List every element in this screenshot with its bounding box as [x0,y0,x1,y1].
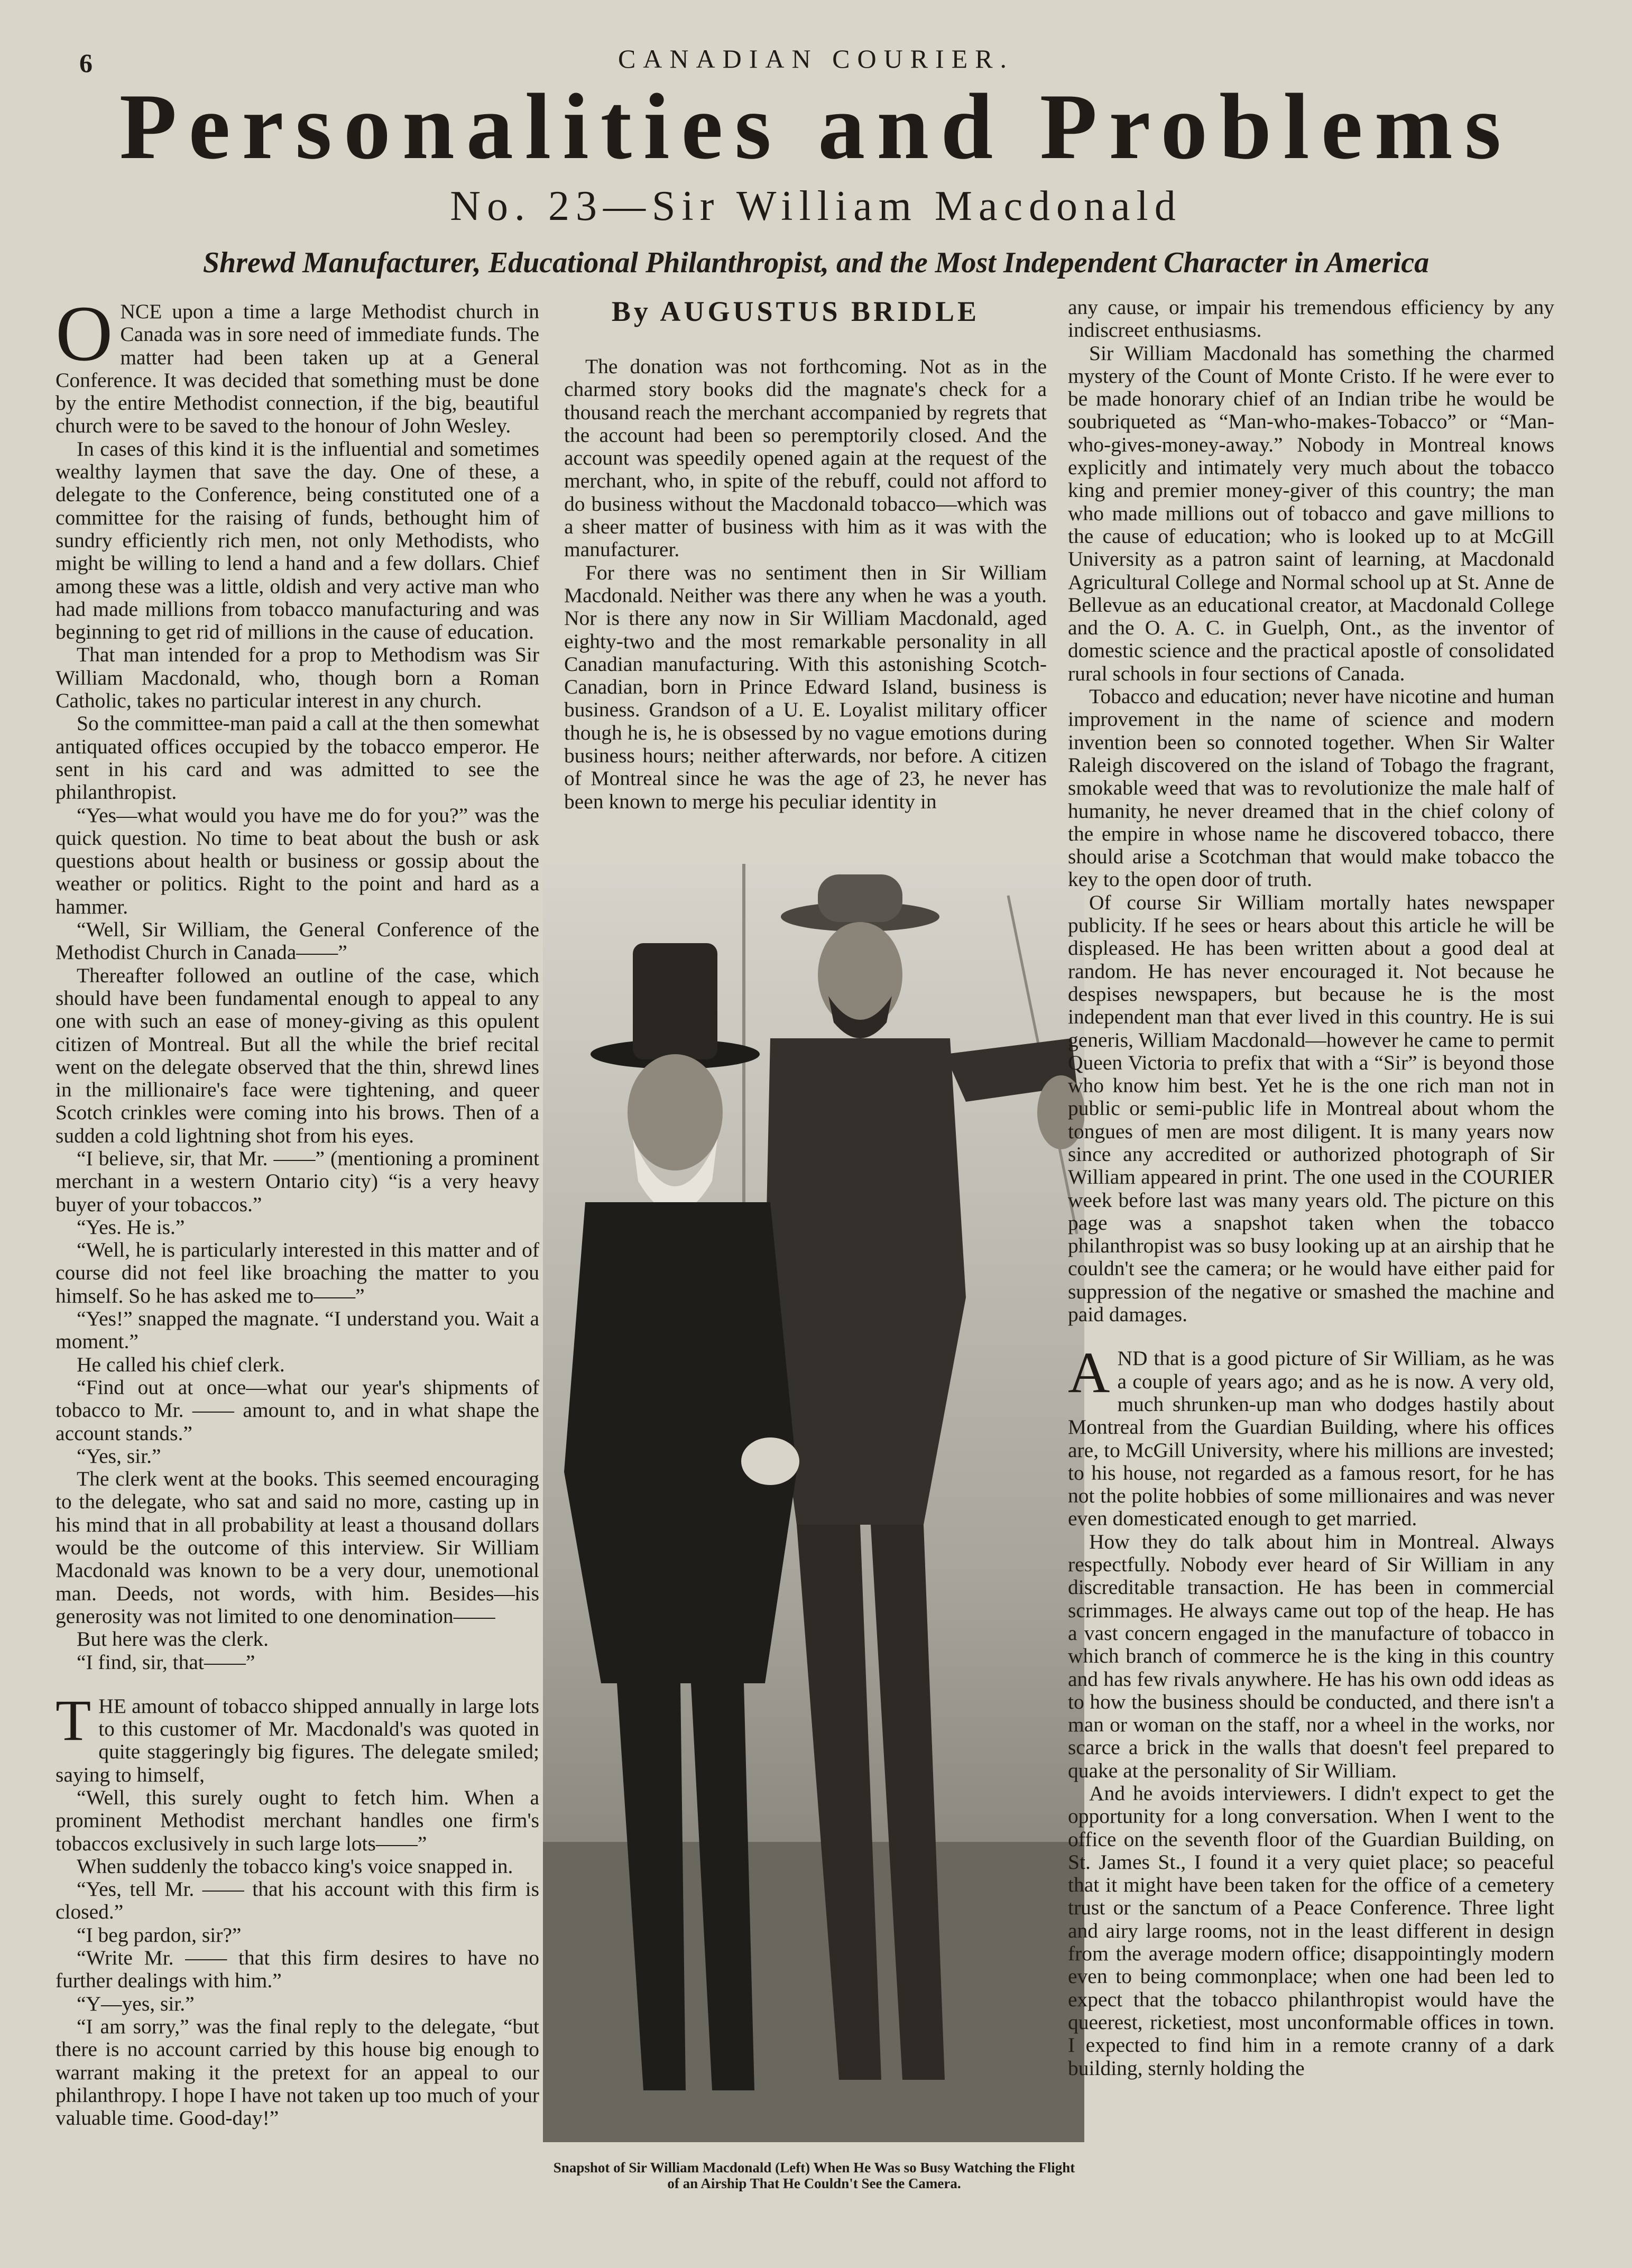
paragraph: “I believe, sir, that Mr. ——” (mentioning a prominent merchant in a western Ontario city) “is a very heavy buyer of your tobaccos.” [56,1146,539,1216]
paragraph: The clerk went at the books. This seemed encouraging to the delegate, who sat and said no more, casting up in his mind that in all probability at least a thousand dollars would be the outcome of this interview. Sir William Macdonald was known to be a very dour, unemotional man. Deeds, not words, with him. Besides—his generosity was not limited to one denomination—— [56,1467,539,1628]
paragraph: ONCE upon a time a large Methodist church in Canada was in sore need of immediate funds. The matter had been taken up at a General Conference. It was decided that something must be done by the entire Methodist connection, if the big, beautiful church were to be saved to the honour of John Wesley. [56,290,539,438]
paragraph: “Well, this surely ought to fetch him. When a prominent Methodist merchant handles one firm's tobaccos exclusively in such large lots——” [56,1786,539,1855]
paragraph: “I am sorry,” was the final reply to the delegate, “but there is no account carried by this house big enough to warrant making it the pretext for an appeal to our philanthropy. I hope I have not taken up too much of your valuable time. Good-day!” [56,2014,539,2130]
paragraph: “Yes, tell Mr. —— that his account with this firm is closed.” [56,1877,539,1924]
paragraph: He called his chief clerk. [77,1352,285,1376]
paragraph: Sir William Macdonald has something the charmed mystery of the Count of Monte Cristo. If he were ever to be made honorary chief of an Indian tribe he would be soubriqueted as “Man-who-makes-Tobacco” or “Man-who-gives-money-away.” Nobody in Montreal knows explicitly and intimately very much about the tobacco king and premier money-giver of this country; the man who made millions out of tobacco and gave millions to the cause of education; who is looked up to at McGill University as a patron saint of learning, at Macdonald Agricultural College and Normal school up at St. Anne de Bellevue as an educational creator, at Macdonald College and the O. A. C. in Guelph, Ont., as the inventor of domestic science and the practical apostle of consolidated rural schools in four sections of Canada. [1068,341,1554,685]
article-subtitle: No. 23—Sir William Macdonald [450,183,1182,229]
paragraph: “Yes. He is.” [77,1215,185,1239]
paragraph: For there was no sentiment then in Sir William Macdonald. Neither was there any when he was a youth. Nor is there any now in Sir William Macdonald, aged eighty-two and the most remarkable personality in all Canadian manufacturing. With this astonishing Scotch-Canadian, born in Prince Edward Island, business is business. Grandson of a U. E. Loyalist military officer though he is, he is obsessed by no vague emotions during business hours; neither afterwards, nor before. A citizen of Montreal since he was the age of 23, he never has been known to merge his peculiar identity in [564,560,1047,813]
photo-caption: Snapshot of Sir William Macdonald (Left) When He Was so Busy Watching the Flight of an Airship That He Couldn't See the Camera. [553,2160,1075,2191]
paragraph: But here was the clerk. [77,1627,269,1651]
paragraph: So the committee-man paid a call at the then somewhat antiquated offices occupied by the tobacco emperor. He sent in his card and was admitted to see the philanthropist. [56,712,539,804]
paragraph: When suddenly the tobacco king's voice snapped in. [77,1854,513,1878]
article-title: Personalities and Problems [119,74,1513,179]
portrait-photo [543,864,1084,2142]
running-head: CANADIAN COURIER. [617,44,1015,73]
paragraph: “Well, Sir William, the General Conference of the Methodist Church in Canada——” [56,918,539,964]
paragraph: any cause, or impair his tremendous efficiency by any indiscreet enthusiasms. [1068,296,1554,342]
column-2 [564,355,1047,813]
byline: By AUGUSTUS BRIDLE [611,296,980,327]
paragraph: “I beg pardon, sir?” [77,1923,242,1947]
article-deck: Shrewd Manufacturer, Educational Philanthropist, and the Most Independent Character in America [202,246,1430,279]
paragraph: Thereafter followed an outline of the case, which should have been fundamental enough to appeal to any one with such an ease of money-giving as this opulent citizen of Montreal. But all the while the brief recital went on the delegate observed that the thin, shrewd lines in the millionaire's face were tightening, and queer Scotch crinkles were coming into his brows. Then of a sudden a cold lightning shot from his eyes. [56,963,539,1147]
paragraph: How they do talk about him in Montreal. Always respectfully. Nobody ever heard of Sir William in any discreditable transaction. He has been in commercial scrimmages. He always came out top of the heap. He has a vast concern engaged in the manufacture of tobacco in which branch of commerce he is the king in this country and has few rivals anywhere. He has his own odd ideas as to how the business should be conducted, and there isn't a man or woman on the staff, nor a wheel in the works, nor scarce a brick in the walls that doesn't feel prepared to quake at the personality of Sir William. [1068,1529,1554,1782]
column-3 [1068,296,1554,2080]
paragraph: THE amount of tobacco shipped annually in large lots to this customer of Mr. Macdonald's was quoted in quite staggeringly big figures. The delegate smiled; saying to himself, [56,1688,539,1786]
paragraph: “Yes, sir.” [77,1444,161,1468]
drop-cap: T [56,1688,91,1753]
paragraph: “Yes—what would you have me do for you?” was the quick question. No time to beat about the bush or ask questions about health or business or gossip about the weather or politics. Right to the point and hard as a hammer. [56,803,539,918]
paragraph: That man intended for a prop to Methodism was Sir William Macdonald, who, though born a Roman Catholic, takes no particular interest in any church. [56,643,539,713]
paragraph: “Find out at once—what our year's shipments of tobacco to Mr. —— amount to, and in what shape the account stands.” [56,1375,539,1445]
paragraph: “Well, he is particularly interested in this matter and of course did not feel like broaching the matter to you himself. So he has asked me to——” [56,1238,539,1307]
paragraph: AND that is a good picture of Sir William, as he was a couple of years ago; and as he is now. A very old, much shrunken-up man who dodges hastily about Montreal from the Guardian Building, where his offices are, to McGill University, where his millions are invested; to his house, not regarded as a famous resort, for he has not the polite hobbies of some millionaires and was never even domesticated enough to get married. [1068,1340,1554,1531]
paragraph: And he avoids interviewers. I didn't expect to get the opportunity for a long conversation. When I went to the office on the seventh floor of the Guardian Building, on St. James St., I found it a very quiet place; so peaceful that it might have been taken for the office of a cemetery trust or the sanctum of a Peace Conference. Three light and airy large rooms, not in the least different in design from the average modern office; disappointingly modern even to being commonplace; when one had been led to expect that the tobacco philanthropist would have the queerest, ricketiest, most unconformable offices in town. I expected to find him in a remote cranny of a dark building, sternly holding the [1068,1782,1554,2080]
paragraph: Of course Sir William mortally hates newspaper publicity. If he sees or hears about this article he will be displeased. He has been written about a good deal at random. He has never encouraged it. Not because he despises newspapers, but because he is the most independent man that ever lived in this country. He is sui generis, William Macdonald—however he came to permit Queen Victoria to prefix that with a “Sir” is beyond those who know him best. Yet he is the one rich man not in public or semi-public life in Montreal about whom the tongues of men are most diligent. It is many years now since any accredited or authorized photograph of Sir William appeared in print. The one used in the COURIER week before last was many years old. The picture on this page was a snapshot taken when the tobacco philanthropist was so busy looking up at an airship that he couldn't see the camera; or he would have either paid for suppression of the negative or smashed the machine and paid damages. [1068,890,1554,1326]
page-number: 6 [79,48,93,78]
paragraph: “Write Mr. —— that this firm desires to have no further dealings with him.” [56,1946,539,1993]
paragraph: “I find, sir, that——” [77,1650,255,1674]
drop-cap: A [1068,1340,1110,1405]
paragraph: Tobacco and education; never have nicotine and human improvement in the name of science and modern invention been so connoted together. When Sir Walter Raleigh discovered on the island of Tobago the fragrant, smokable weed that was to revolutionize the male half of humanity, he never dreamed that in the chief colony of the empire in whose name he discovered tobacco, there should arise a Scotchman that would make tobacco the key to the open door of truth. [1068,685,1554,891]
paragraph: “Y—yes, sir.” [77,1992,195,2015]
column-1 [56,290,539,2130]
drop-cap: O [56,290,113,377]
photo-illustration [543,864,1084,2142]
paragraph: “Yes!” snapped the magnate. “I understand you. Wait a moment.” [56,1307,539,1353]
paragraph: The donation was not forthcoming. Not as in the charmed story books did the magnate's check for a thousand reach the merchant accompanied by regrets that the account had been so peremptorily closed. And the account was speedily opened again at the request of the merchant, who, in spite of the rebuff, could not afford to do business without the Macdonald tobacco—which was a sheer matter of business with him as it was with the manufacturer. [564,355,1047,561]
paragraph: In cases of this kind it is the influential and sometimes wealthy laymen that save the day. One of these, a delegate to the Conference, being constituted one of a committee for the raising of funds, bethought him of sundry efficiently rich men, not only Methodists, who might be willing to lend a hand and a few dollars. Chief among these was a little, oldish and very active man who had made millions from tobacco manufacturing and was beginning to get rid of millions in the cause of education. [56,437,539,644]
